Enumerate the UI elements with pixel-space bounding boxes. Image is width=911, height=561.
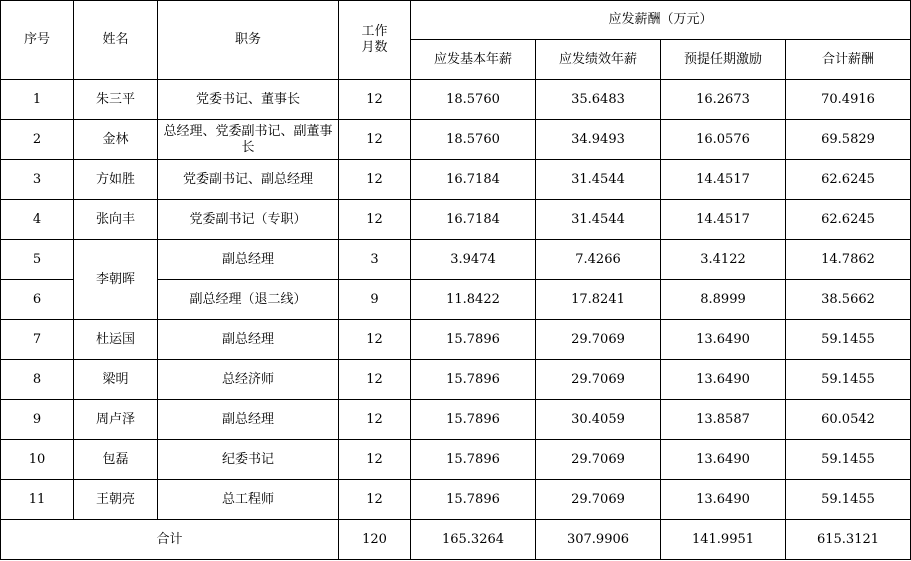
cell-performance: 29.7069 — [536, 440, 661, 480]
cell-position: 总工程师 — [158, 480, 339, 520]
table-row — [1, 80, 911, 120]
cell-months: 12 — [339, 320, 411, 360]
cell-base: 15.7896 — [411, 360, 536, 400]
cell-months: 9 — [339, 280, 411, 320]
totals-label: 合计 — [1, 520, 339, 560]
cell-base: 15.7896 — [411, 440, 536, 480]
cell-seq: 6 — [1, 280, 74, 320]
cell-total: 59.1455 — [786, 440, 911, 480]
cell-performance: 29.7069 — [536, 320, 661, 360]
cell-total: 59.1455 — [786, 320, 911, 360]
header-seq: 序号 — [1, 1, 74, 80]
cell-incentive: 13.6490 — [661, 480, 786, 520]
cell-position: 党委书记、董事长 — [158, 80, 339, 120]
cell-performance: 35.6483 — [536, 80, 661, 120]
cell-total: 59.1455 — [786, 480, 911, 520]
cell-base: 11.8422 — [411, 280, 536, 320]
header-salary-group: 应发薪酬（万元） — [411, 1, 911, 40]
table-row — [1, 240, 911, 280]
cell-name: 梁明 — [74, 360, 158, 400]
table-row — [1, 480, 911, 520]
totals-total: 615.3121 — [786, 520, 911, 560]
cell-months: 12 — [339, 440, 411, 480]
cell-months: 12 — [339, 360, 411, 400]
cell-seq: 8 — [1, 360, 74, 400]
cell-seq: 4 — [1, 200, 74, 240]
cell-seq: 5 — [1, 240, 74, 280]
cell-base: 16.7184 — [411, 200, 536, 240]
table-row — [1, 360, 911, 400]
table-row — [1, 440, 911, 480]
cell-position: 党委副书记（专职） — [158, 200, 339, 240]
cell-total: 69.5829 — [786, 120, 911, 160]
cell-performance: 31.4544 — [536, 200, 661, 240]
cell-months: 12 — [339, 200, 411, 240]
cell-incentive: 13.6490 — [661, 440, 786, 480]
totals-performance: 307.9906 — [536, 520, 661, 560]
cell-total: 62.6245 — [786, 160, 911, 200]
cell-base: 15.7896 — [411, 320, 536, 360]
cell-name: 金林 — [74, 120, 158, 160]
totals-base: 165.3264 — [411, 520, 536, 560]
cell-position: 副总经理 — [158, 400, 339, 440]
cell-months: 12 — [339, 160, 411, 200]
cell-incentive: 14.4517 — [661, 160, 786, 200]
cell-incentive: 3.4122 — [661, 240, 786, 280]
cell-months: 3 — [339, 240, 411, 280]
cell-incentive: 14.4517 — [661, 200, 786, 240]
cell-name: 周卢泽 — [74, 400, 158, 440]
header-performance: 应发绩效年薪 — [536, 40, 661, 80]
table-row — [1, 320, 911, 360]
cell-name: 包磊 — [74, 440, 158, 480]
cell-total: 70.4916 — [786, 80, 911, 120]
cell-position: 副总经理（退二线） — [158, 280, 339, 320]
cell-performance: 29.7069 — [536, 360, 661, 400]
cell-position: 党委副书记、副总经理 — [158, 160, 339, 200]
table-row — [1, 120, 911, 160]
cell-performance: 31.4544 — [536, 160, 661, 200]
header-row — [1, 1, 911, 40]
cell-name: 杜运国 — [74, 320, 158, 360]
cell-performance: 34.9493 — [536, 120, 661, 160]
cell-months: 12 — [339, 480, 411, 520]
header-incentive: 预提任期激励 — [661, 40, 786, 80]
cell-months: 12 — [339, 80, 411, 120]
cell-total: 14.7862 — [786, 240, 911, 280]
cell-name: 朱三平 — [74, 80, 158, 120]
cell-incentive: 13.6490 — [661, 360, 786, 400]
cell-seq: 10 — [1, 440, 74, 480]
cell-incentive: 8.8999 — [661, 280, 786, 320]
cell-position: 副总经理 — [158, 320, 339, 360]
header-name: 姓名 — [74, 1, 158, 80]
cell-total: 62.6245 — [786, 200, 911, 240]
cell-position: 纪委书记 — [158, 440, 339, 480]
cell-position: 副总经理 — [158, 240, 339, 280]
cell-seq: 9 — [1, 400, 74, 440]
header-months: 工作月数 — [339, 1, 411, 80]
cell-base: 15.7896 — [411, 480, 536, 520]
cell-incentive: 13.6490 — [661, 320, 786, 360]
cell-seq: 1 — [1, 80, 74, 120]
cell-total: 59.1455 — [786, 360, 911, 400]
cell-base: 18.5760 — [411, 80, 536, 120]
cell-performance: 30.4059 — [536, 400, 661, 440]
cell-base: 3.9474 — [411, 240, 536, 280]
table-row — [1, 160, 911, 200]
cell-name-merged: 李朝晖 — [74, 240, 158, 320]
cell-name: 方如胜 — [74, 160, 158, 200]
cell-seq: 11 — [1, 480, 74, 520]
cell-incentive: 13.8587 — [661, 400, 786, 440]
cell-name: 张向丰 — [74, 200, 158, 240]
cell-performance: 29.7069 — [536, 480, 661, 520]
cell-performance: 17.8241 — [536, 280, 661, 320]
cell-seq: 2 — [1, 120, 74, 160]
cell-months: 12 — [339, 120, 411, 160]
cell-seq: 7 — [1, 320, 74, 360]
header-total: 合计薪酬 — [786, 40, 911, 80]
header-position: 职务 — [158, 1, 339, 80]
table-row — [1, 400, 911, 440]
totals-months: 120 — [339, 520, 411, 560]
cell-performance: 7.4266 — [536, 240, 661, 280]
cell-total: 38.5662 — [786, 280, 911, 320]
cell-name: 王朝亮 — [74, 480, 158, 520]
cell-base: 15.7896 — [411, 400, 536, 440]
cell-incentive: 16.0576 — [661, 120, 786, 160]
cell-position: 总经济师 — [158, 360, 339, 400]
header-base: 应发基本年薪 — [411, 40, 536, 80]
cell-seq: 3 — [1, 160, 74, 200]
cell-base: 18.5760 — [411, 120, 536, 160]
cell-incentive: 16.2673 — [661, 80, 786, 120]
cell-total: 60.0542 — [786, 400, 911, 440]
table-row — [1, 200, 911, 240]
totals-incentive: 141.9951 — [661, 520, 786, 560]
cell-months: 12 — [339, 400, 411, 440]
totals-row — [1, 520, 911, 560]
cell-base: 16.7184 — [411, 160, 536, 200]
cell-position: 总经理、党委副书记、副董事长 — [158, 120, 339, 160]
